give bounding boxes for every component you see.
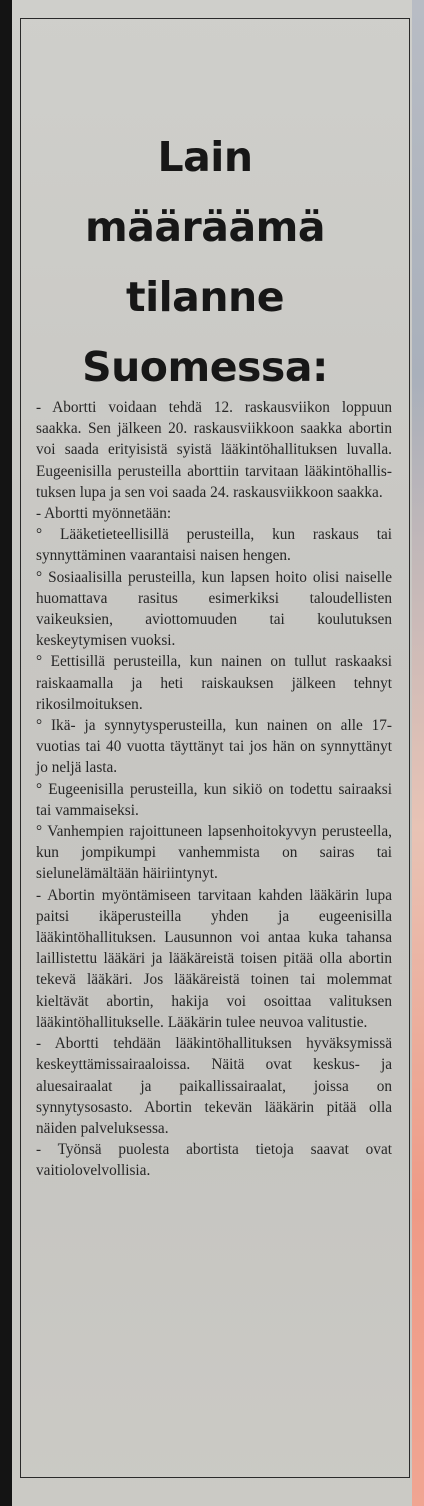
paragraph-parental-grounds: ° Vanhempien rajoittuneen lapsenhoitokyvyn perusteella, kun jompikumpi vanhemmista on sairas tai sielunelämältään häiriintynyt. [36, 823, 392, 883]
paragraph-granted-intro: - Abortti myönnetään: [36, 505, 172, 523]
paragraph-age-grounds: ° Ikä- ja synnytysperusteilla, kun nainen on alle 17-vuotias tai 40 vuotta täyttänyt tai jos hän on synnyttänyt jo neljä lasta. [36, 717, 392, 777]
paragraph-doctor-approval: - Abortin myöntämiseen tarvitaan kahden lääkärin lupa paitsi ikäperusteilla yhden ja eugeenisilla lääkintöhallituksen. Lausunnon voi antaa kuka tahansa laillistettu lääkäri ja lääkäreistä toisen pitää olla abortin tekevä lääkäri. Jos lääkäreistä toinen tai molemmat kieltävät abortin, hakija voi osoittaa valituksen lääkintöhallitukselle. Lääkärin tulee neuvoa valitustie. [36, 886, 392, 1031]
paragraph-ethical-grounds: ° Eettisillä perusteilla, kun nainen on tullut raskaaksi raiskaamalla ja heti raiskauksen jälkeen tehnyt rikosilmoituksen. [36, 653, 392, 713]
paragraph-medical-grounds: ° Lääketieteellisillä perusteilla, kun raskaus tai synnyttäminen vaarantaisi naisen hengen. [36, 526, 392, 565]
left-edge-bar [0, 0, 12, 1506]
paragraph-time-limits: - Abortti voidaan tehdä 12. raskausviikon loppuun saakka. Sen jälkeen 20. raskausviikkoon saakka abortin voi saada erityisistä syistä lääkintöhallituksen luvalla. Eugeenisilla perusteilla aborttiin tarvitaan lääkintöhallistuksen lupa ja sen voi saada 24. raskausviikkoon saakka. [36, 399, 392, 501]
paragraph-hospitals: - Abortti tehdään lääkintöhallituksen hyväksymissä keskeyttämissairaaloissa. Näitä ovat keskus- ja aluesairaalat ja paikallissairaalat, joissa on synnytysosasto. Abortin tekevän lääkärin pitää olla näiden palveluksessa. [36, 1035, 392, 1137]
paragraph-confidentiality: - Työnsä puolesta abortista tietoja saavat ovat vaitiolovelvollisia. [36, 1141, 392, 1180]
right-edge-strip [412, 0, 424, 1506]
article-headline: Lain määräämä tilanne Suomessa: [82, 133, 328, 391]
article-body [36, 397, 392, 1182]
paragraph-social-grounds: ° Sosiaalisilla perusteilla, kun lapsen hoito olisi naiselle huomattava rasitus esimerkiksi taloudellisten vaikeuksien, aviottomuuden tai koulutuksen keskeytymisen vuoksi. [36, 568, 392, 650]
paragraph-eugenic-grounds: ° Eugeenisilla perusteilla, kun sikiö on todettu sairaaksi tai vammaiseksi. [36, 780, 392, 819]
